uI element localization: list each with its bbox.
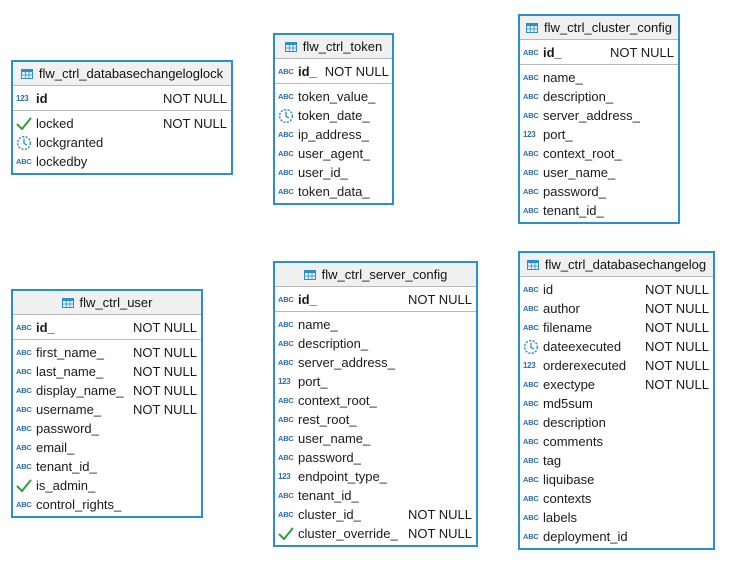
string-type-icon: ABC (278, 67, 294, 76)
table-header[interactable] (520, 16, 678, 40)
column-name: name_ (543, 70, 583, 85)
table-icon (526, 23, 538, 33)
table-header[interactable] (520, 253, 713, 277)
string-type-icon: ABC (278, 491, 294, 500)
column-row-user-id[interactable] (275, 163, 392, 182)
column-row-id[interactable] (275, 290, 476, 309)
string-type-icon: ABC (278, 130, 294, 139)
columns-section (275, 84, 392, 203)
string-type-icon: ABC (523, 532, 539, 541)
column-row-is-admin[interactable] (13, 476, 201, 495)
string-type-icon: ABC (523, 380, 539, 389)
column-row-deployment-id[interactable] (520, 527, 713, 546)
column-name: rest_root_ (298, 412, 357, 427)
column-name: first_name_ (36, 345, 104, 360)
column-row-dateexecuted[interactable] (520, 337, 713, 356)
string-type-icon: ABC (16, 348, 32, 357)
column-row-cluster-override[interactable] (275, 524, 476, 543)
column-name: locked (36, 116, 74, 131)
table-icon (285, 42, 297, 52)
string-type-icon: ABC (523, 418, 539, 427)
column-name: lockgranted (36, 135, 104, 150)
not-null-label: NOT NULL (132, 402, 197, 417)
table-icon (527, 260, 539, 270)
column-row-orderexecuted[interactable] (520, 356, 713, 375)
column-row-labels[interactable] (520, 508, 713, 527)
not-null-label: NOT NULL (162, 116, 227, 131)
column-row-md5sum[interactable] (520, 394, 713, 413)
boolean-check-icon (16, 479, 34, 493)
column-row-name[interactable] (275, 315, 476, 334)
columns-section (520, 277, 713, 548)
not-null-label: NOT NULL (407, 292, 472, 307)
columns-section (275, 312, 476, 545)
column-row-exectype[interactable] (520, 375, 713, 394)
column-row-id[interactable] (520, 43, 678, 62)
column-name: id (36, 91, 48, 106)
string-type-icon: ABC (278, 415, 294, 424)
column-name: control_rights_ (36, 497, 122, 512)
not-null-label: NOT NULL (644, 320, 709, 335)
column-name: id_ (298, 64, 317, 79)
table-flw-ctrl-databasechangelog[interactable] (518, 251, 715, 550)
string-type-icon: ABC (523, 323, 539, 332)
not-null-label: NOT NULL (162, 91, 227, 106)
column-row-port[interactable] (520, 125, 678, 144)
column-row-control-rights[interactable] (13, 495, 201, 514)
column-name: name_ (298, 317, 338, 332)
column-name: endpoint_type_ (298, 469, 387, 484)
column-row-user-name[interactable] (275, 429, 476, 448)
column-name: server_address_ (543, 108, 640, 123)
string-type-icon: ABC (523, 456, 539, 465)
table-flw-ctrl-server-config[interactable] (273, 261, 478, 547)
not-null-label: NOT NULL (644, 339, 709, 354)
column-name: description_ (543, 89, 614, 104)
primary-key-section (13, 315, 201, 340)
column-row-token-data[interactable] (275, 182, 392, 201)
table-flw-ctrl-cluster-config[interactable] (518, 14, 680, 224)
column-name: tenant_id_ (298, 488, 359, 503)
column-row-username[interactable] (13, 400, 201, 419)
column-name: email_ (36, 440, 75, 455)
string-type-icon: ABC (16, 367, 32, 376)
string-type-icon: ABC (523, 92, 539, 101)
column-name: description_ (298, 336, 369, 351)
column-name: cluster_id_ (298, 507, 361, 522)
column-name: context_root_ (298, 393, 377, 408)
table-icon (21, 69, 33, 79)
column-name: tenant_id_ (543, 203, 604, 218)
string-type-icon: ABC (523, 399, 539, 408)
column-name: ip_address_ (298, 127, 369, 142)
string-type-icon: ABC (523, 73, 539, 82)
column-row-email[interactable] (13, 438, 201, 457)
column-name: password_ (298, 450, 361, 465)
column-name: is_admin_ (36, 478, 96, 493)
column-name: tenant_id_ (36, 459, 97, 474)
numeric-type-icon: 123 (16, 94, 29, 103)
not-null-label: NOT NULL (644, 377, 709, 392)
column-name: port_ (543, 127, 573, 142)
column-name: token_data_ (298, 184, 370, 199)
column-row-comments[interactable] (520, 432, 713, 451)
column-name: md5sum (543, 396, 593, 411)
column-name: liquibase (543, 472, 595, 487)
column-row-rest-root[interactable] (275, 410, 476, 429)
column-name: id_ (36, 320, 55, 335)
column-row-id[interactable] (520, 280, 713, 299)
column-name: dateexecuted (543, 339, 622, 354)
column-row-tenant-id[interactable] (520, 201, 678, 220)
column-name: user_id_ (298, 165, 348, 180)
column-name: token_value_ (298, 89, 376, 104)
column-name: deployment_id (543, 529, 628, 544)
column-row-ip-address[interactable] (275, 125, 392, 144)
table-title: flw_ctrl_databasechangeloglock (38, 66, 224, 81)
not-null-label: NOT NULL (644, 358, 709, 373)
string-type-icon: ABC (523, 304, 539, 313)
string-type-icon: ABC (523, 475, 539, 484)
string-type-icon: ABC (16, 157, 32, 166)
string-type-icon: ABC (523, 285, 539, 294)
column-name: cluster_override_ (298, 526, 398, 541)
column-name: password_ (36, 421, 99, 436)
columns-section (520, 65, 678, 222)
not-null-label: NOT NULL (644, 282, 709, 297)
string-type-icon: ABC (16, 500, 32, 509)
column-name: user_name_ (543, 165, 616, 180)
column-row-last-name[interactable] (13, 362, 201, 381)
column-name: user_agent_ (298, 146, 371, 161)
not-null-label: NOT NULL (132, 383, 197, 398)
column-name: id_ (543, 45, 562, 60)
table-title: flw_ctrl_server_config (321, 267, 448, 282)
not-null-label: NOT NULL (132, 320, 197, 335)
column-row-endpoint-type[interactable] (275, 467, 476, 486)
primary-key-section (275, 59, 392, 84)
string-type-icon: ABC (278, 320, 294, 329)
column-name: id (543, 282, 554, 297)
column-row-password[interactable] (520, 182, 678, 201)
not-null-label: NOT NULL (132, 364, 197, 379)
string-type-icon: ABC (16, 443, 32, 452)
primary-key-section (13, 86, 231, 111)
table-title: flw_ctrl_databasechangelog (544, 257, 707, 272)
column-row-locked[interactable] (13, 114, 231, 133)
string-type-icon: ABC (523, 513, 539, 522)
string-type-icon: ABC (16, 405, 32, 414)
string-type-icon: ABC (278, 453, 294, 462)
column-row-server-address[interactable] (275, 353, 476, 372)
primary-key-section (520, 40, 678, 65)
column-name: context_root_ (543, 146, 622, 161)
column-row-context-root[interactable] (520, 144, 678, 163)
numeric-type-icon: 123 (278, 472, 291, 481)
string-type-icon: ABC (278, 187, 294, 196)
column-name: labels (543, 510, 577, 525)
column-name: description (543, 415, 606, 430)
column-row-id[interactable] (275, 62, 392, 81)
column-row-password[interactable] (275, 448, 476, 467)
column-row-token-value[interactable] (275, 87, 392, 106)
column-name: user_name_ (298, 431, 371, 446)
column-name: port_ (298, 374, 328, 389)
string-type-icon: ABC (278, 295, 294, 304)
column-row-lockedby[interactable] (13, 152, 231, 171)
table-header[interactable] (13, 62, 231, 86)
column-row-port[interactable] (275, 372, 476, 391)
table-icon (304, 270, 316, 280)
column-name: exectype (543, 377, 596, 392)
table-header[interactable] (13, 291, 201, 315)
column-name: id_ (298, 292, 317, 307)
column-name: orderexecuted (543, 358, 627, 373)
string-type-icon: ABC (523, 187, 539, 196)
column-row-display-name[interactable] (13, 381, 201, 400)
boolean-check-icon (16, 117, 34, 131)
string-type-icon: ABC (278, 358, 294, 367)
column-row-context-root[interactable] (275, 391, 476, 410)
column-name: server_address_ (298, 355, 395, 370)
table-icon (62, 298, 74, 308)
column-name: display_name_ (36, 383, 124, 398)
string-type-icon: ABC (523, 48, 539, 57)
string-type-icon: ABC (278, 434, 294, 443)
column-row-contexts[interactable] (520, 489, 713, 508)
table-header[interactable] (275, 35, 392, 59)
column-name: lockedby (36, 154, 88, 169)
not-null-label: NOT NULL (132, 345, 197, 360)
string-type-icon: ABC (278, 92, 294, 101)
column-row-description[interactable] (520, 87, 678, 106)
column-name: last_name_ (36, 364, 104, 379)
column-name: username_ (36, 402, 102, 417)
string-type-icon: ABC (16, 462, 32, 471)
column-row-description[interactable] (275, 334, 476, 353)
table-flw-ctrl-user[interactable] (11, 289, 203, 518)
column-row-description[interactable] (520, 413, 713, 432)
column-name: author (543, 301, 580, 316)
string-type-icon: ABC (523, 111, 539, 120)
string-type-icon: ABC (16, 323, 32, 332)
not-null-label: NOT NULL (644, 301, 709, 316)
string-type-icon: ABC (16, 386, 32, 395)
column-name: filename (543, 320, 593, 335)
string-type-icon: ABC (523, 437, 539, 446)
column-row-first-name[interactable] (13, 343, 201, 362)
column-row-tag[interactable] (520, 451, 713, 470)
column-name: token_date_ (298, 108, 370, 123)
string-type-icon: ABC (523, 494, 539, 503)
table-flw-ctrl-databasechangeloglock[interactable] (11, 60, 233, 175)
table-header[interactable] (275, 263, 476, 287)
boolean-check-icon (278, 527, 296, 541)
column-row-cluster-id[interactable] (275, 505, 476, 524)
primary-key-section (275, 287, 476, 312)
column-row-id[interactable] (13, 318, 201, 337)
column-row-user-agent[interactable] (275, 144, 392, 163)
column-row-author[interactable] (520, 299, 713, 318)
column-name: contexts (543, 491, 592, 506)
not-null-label: NOT NULL (324, 64, 389, 79)
column-row-password[interactable] (13, 419, 201, 438)
datetime-clock-icon (278, 108, 296, 124)
string-type-icon: ABC (523, 168, 539, 177)
string-type-icon: ABC (278, 510, 294, 519)
column-row-token-date[interactable] (275, 106, 392, 125)
column-row-filename[interactable] (520, 318, 713, 337)
string-type-icon: ABC (278, 168, 294, 177)
numeric-type-icon: 123 (278, 377, 291, 386)
column-row-tenant-id[interactable] (13, 457, 201, 476)
column-row-lockgranted[interactable] (13, 133, 231, 152)
string-type-icon: ABC (16, 424, 32, 433)
column-name: password_ (543, 184, 606, 199)
string-type-icon: ABC (278, 339, 294, 348)
columns-section (13, 340, 201, 516)
column-row-liquibase[interactable] (520, 470, 713, 489)
column-row-user-name[interactable] (520, 163, 678, 182)
datetime-clock-icon (523, 339, 541, 355)
string-type-icon: ABC (278, 396, 294, 405)
column-row-id[interactable] (13, 89, 231, 108)
not-null-label: NOT NULL (609, 45, 674, 60)
numeric-type-icon: 123 (523, 130, 536, 139)
column-row-tenant-id[interactable] (275, 486, 476, 505)
columns-section (13, 111, 231, 173)
not-null-label: NOT NULL (407, 526, 472, 541)
table-title: flw_ctrl_cluster_config (544, 20, 672, 35)
datetime-clock-icon (16, 135, 34, 151)
table-title: flw_ctrl_user (79, 295, 153, 310)
table-title: flw_ctrl_token (302, 39, 383, 54)
string-type-icon: ABC (278, 149, 294, 158)
column-row-server-address[interactable] (520, 106, 678, 125)
column-name: comments (543, 434, 603, 449)
table-flw-ctrl-token[interactable] (273, 33, 394, 205)
column-row-name[interactable] (520, 68, 678, 87)
numeric-type-icon: 123 (523, 361, 536, 370)
string-type-icon: ABC (523, 206, 539, 215)
column-name: tag (543, 453, 562, 468)
string-type-icon: ABC (523, 149, 539, 158)
not-null-label: NOT NULL (407, 507, 472, 522)
